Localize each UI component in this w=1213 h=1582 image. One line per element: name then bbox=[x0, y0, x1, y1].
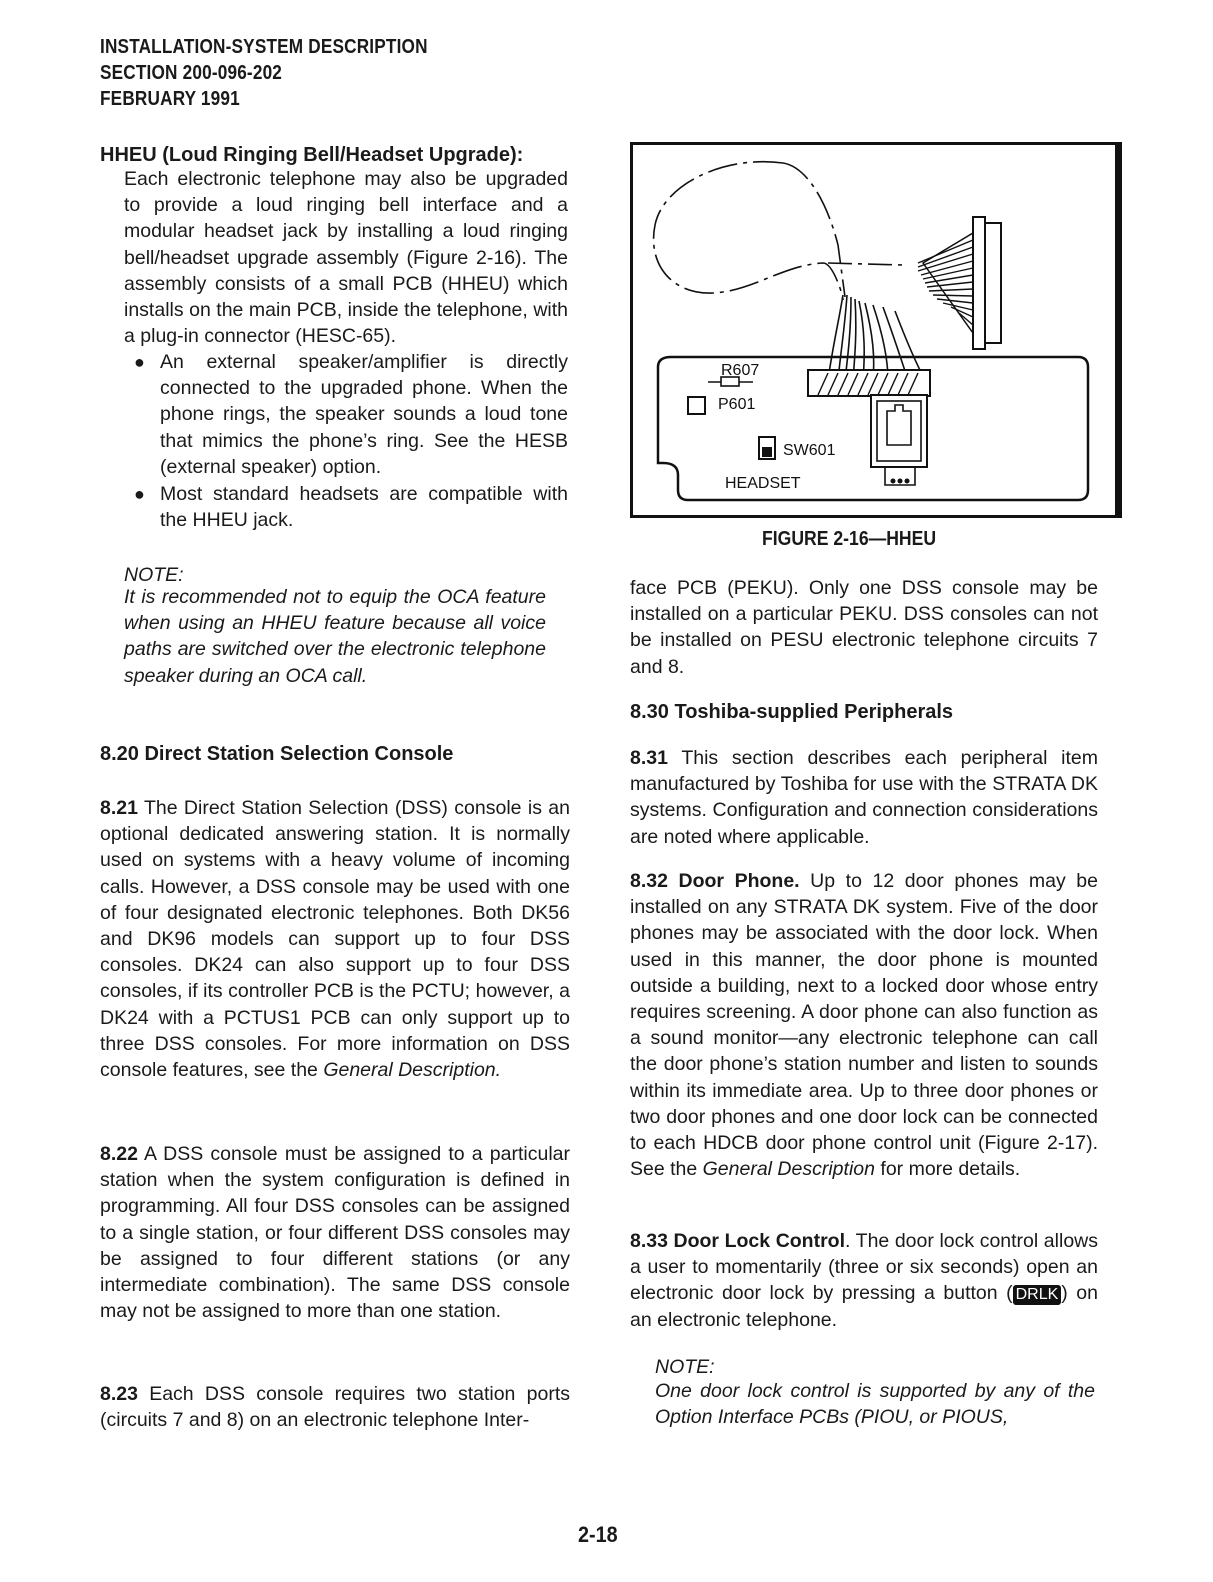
hheu-heading: HHEU (Loud Ringing Bell/Headset Upgrade): bbox=[100, 144, 524, 166]
hheu-bullet-1 bbox=[134, 349, 568, 480]
headset-jack-icon bbox=[871, 395, 927, 485]
section-8-33-heading: 8.33 Door Lock Control bbox=[630, 1230, 846, 1252]
hheu-note-text: It is recommended not to equip the OCA feature when using an HHEU feature because all voice paths are switched over the electronic telephone speaker during an OCA call. bbox=[124, 586, 546, 687]
hheu-bullet-1-text: An external speaker/amplifier is directly connected to the upgraded phone. When the phone rings, the speaker sounds a loud tone that mimics the phone’s ring. See the HESB (external speaker) option. bbox=[160, 351, 568, 478]
section-8-30-heading: 8.30 Toshiba-supplied Peripherals bbox=[630, 701, 954, 723]
section-8-31-number: 8.31 bbox=[630, 747, 668, 769]
sw601-switch-icon bbox=[759, 437, 775, 459]
section-8-32-tail: for more details. bbox=[874, 1158, 1021, 1181]
section-8-21-ref: General Description. bbox=[323, 1059, 502, 1082]
section-8-32-heading: 8.32 Door Phone. bbox=[630, 870, 800, 892]
section-8-32-ref: General Description bbox=[702, 1158, 875, 1181]
section-8-23-number: 8.23 bbox=[100, 1383, 138, 1405]
hheu-note-label: NOTE: bbox=[124, 564, 184, 586]
label-p601: P601 bbox=[718, 396, 756, 413]
label-r607: R607 bbox=[721, 362, 760, 379]
page-number: 2-18 bbox=[578, 1522, 618, 1547]
wire-bundle bbox=[828, 295, 925, 380]
hheu-body: Each electronic telephone may also be upgraded to provide a loud ringing bell interface and a modular headset jack by installing a loud ringing bell/headset upgrade assembly (Figure 2-16). The assembly consists of a small PCB (HHEU) which installs on the main PCB, inside the telephone, with a plug-in connector (HESC-65). bbox=[124, 168, 568, 348]
hheu-bullet-2 bbox=[134, 481, 568, 533]
door-lock-note-text: One door lock control is supported by any of the Option Interface PCBs (PIOU, or PIOUS, bbox=[655, 1380, 1095, 1429]
hheu-diagram bbox=[633, 145, 1116, 515]
section-8-33-text: . The door lock control allows a user to momentarily (three or six seconds) open an electronic door lock by pressing a button ( bbox=[630, 1230, 1098, 1305]
section-8-23-continued: face PCB (PEKU). Only one DSS console may be installed on a particular PEKU. DSS consoles can not be installed on PESU electronic telephone circuits 7 and 8. bbox=[630, 577, 1098, 678]
header-date: FEBRUARY 1991 bbox=[100, 88, 240, 110]
plug-connector bbox=[918, 217, 1001, 349]
section-8-22-text: A DSS console must be assigned to a particular station when the system configuration is defined in programming. All four DSS consoles can be assigned to a single station, or four different DSS consoles may be assigned to four different stations (or any intermediate combination). The same DSS console may not be assigned to more than one station. bbox=[100, 1143, 570, 1323]
section-8-32 bbox=[630, 868, 1098, 1182]
bullet-dot-icon: ● bbox=[134, 352, 145, 372]
figure-right-bar bbox=[1115, 142, 1122, 518]
header-title: INSTALLATION-SYSTEM DESCRIPTION bbox=[100, 36, 428, 58]
section-8-22 bbox=[100, 1141, 570, 1324]
section-8-33 bbox=[630, 1228, 1098, 1333]
section-8-23-text: Each DSS console requires two station ports (circuits 7 and 8) on an electronic telephone Inter- bbox=[100, 1383, 570, 1432]
document-header bbox=[100, 34, 428, 112]
cord-path bbox=[654, 162, 843, 300]
hheu-bullet-2-text: Most standard headsets are compatible with the HHEU jack. bbox=[160, 483, 568, 532]
section-8-21-text: The Direct Station Selection (DSS) console is an optional dedicated answering station. It is normally used on systems with a heavy volume of incoming calls. However, a DSS console may be used with one of four designated electronic telephones. Both DK56 and DK96 models can support up to four DSS consoles. DK24 can also support up to four DSS consoles, if its controller PCB is the PCTU; however, a DK24 with a PCTUS1 PCB can only support up to three DSS consoles. For more information on DSS console features, see the bbox=[100, 797, 570, 1082]
bullet-dot-icon: ● bbox=[134, 484, 145, 504]
header-section: SECTION 200-096-202 bbox=[100, 62, 283, 84]
section-8-31-text: This section describes each peripheral item manufactured by Toshiba for use with the STRATA DK systems. Configuration and connection considerations are noted where applicable. bbox=[630, 747, 1098, 848]
door-lock-note-label: NOTE: bbox=[655, 1356, 715, 1378]
drlk-key-button: DRLK bbox=[1013, 1285, 1062, 1305]
section-8-21-number: 8.21 bbox=[100, 797, 138, 819]
section-8-31 bbox=[630, 745, 1098, 850]
section-8-33-tail: ) on an electronic telephone. bbox=[630, 1282, 1098, 1331]
section-8-20-heading: 8.20 Direct Station Selection Console bbox=[100, 743, 454, 765]
label-sw601: SW601 bbox=[783, 442, 836, 459]
figure-2-16-frame bbox=[630, 142, 1119, 518]
label-headset: HEADSET bbox=[725, 475, 801, 492]
section-8-32-text: Up to 12 door phones may be installed on any STRATA DK system. Five of the door phones may be associated with the door lock. When used in this manner, the door phone is mounted outside a building, next to a locked door whose entry requires screening. A door phone can also function as a sound monitor—any electronic telephone can call the door phone’s station number and listen to sounds within its immediate area. Up to three door phones or two door phones and one door lock can be connected to each HDCB door phone control unit (Figure 2-17). See the bbox=[630, 870, 1098, 1181]
figure-caption: FIGURE 2-16—HHEU bbox=[762, 528, 937, 550]
section-8-23 bbox=[100, 1381, 570, 1433]
section-8-22-number: 8.22 bbox=[100, 1143, 138, 1165]
section-8-21 bbox=[100, 795, 570, 1083]
p601-square-icon bbox=[688, 397, 705, 414]
